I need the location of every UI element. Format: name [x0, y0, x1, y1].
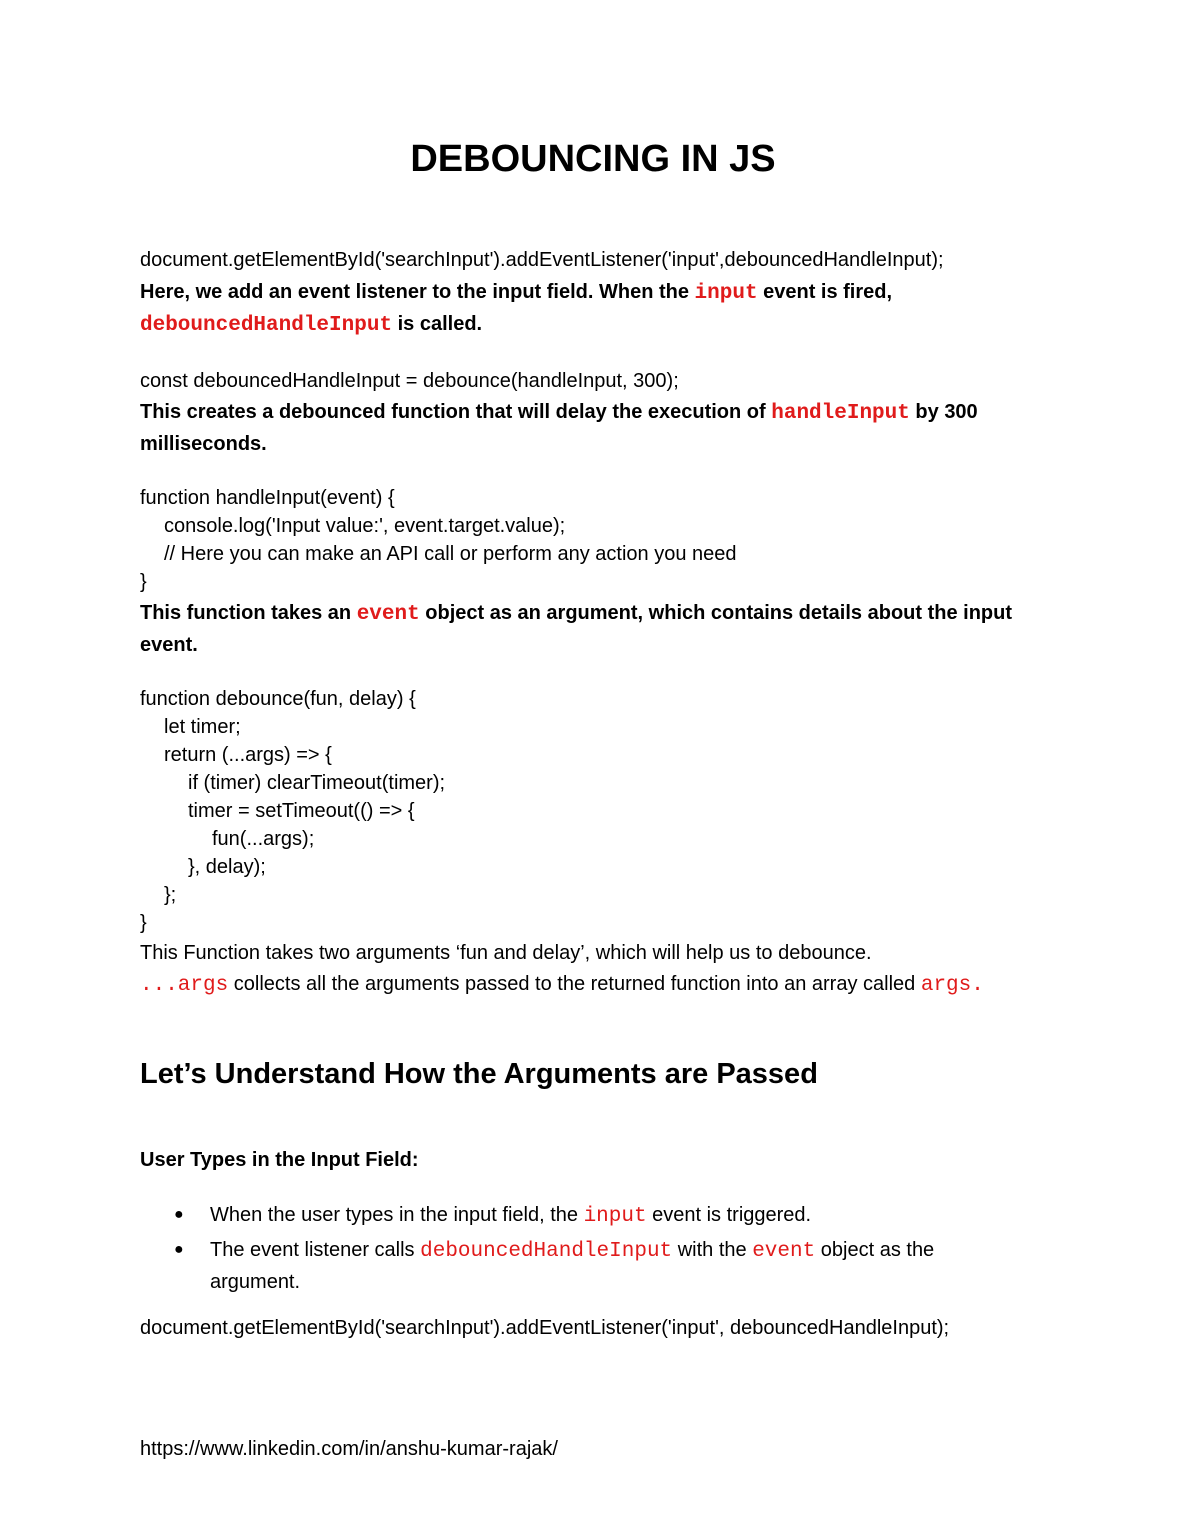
inline-code: debouncedHandleInput: [140, 314, 393, 337]
explanation-debounce-args: This Function takes two arguments ‘fun and delay’, which will help us to debounce.: [140, 942, 872, 964]
explanation-add-listener: [140, 277, 1040, 341]
list-item-text: with the: [672, 1239, 753, 1261]
explanation-text: .: [971, 974, 984, 997]
explanation-text: Here, we add an event listener to the input field. When the: [140, 281, 695, 303]
code-line: function handleInput(event) {: [140, 487, 395, 509]
page-title: DEBOUNCING IN JS: [410, 138, 776, 180]
code-line: return (...args) => {: [164, 744, 332, 766]
explanation-spread-args: [140, 970, 984, 1000]
list-item: [140, 1235, 1020, 1297]
inline-code: debouncedHandleInput: [420, 1240, 673, 1263]
explanation-text: by 300 milliseconds.: [140, 401, 978, 455]
code-line: }: [140, 571, 147, 593]
inline-code: ...args: [140, 974, 229, 997]
list-item-text: event is triggered.: [646, 1204, 812, 1226]
explanation-text: This creates a debounced function that will delay the execution of: [140, 401, 772, 423]
code-line-debounced-const: const debouncedHandleInput = debounce(handleInput, 300);: [140, 370, 679, 392]
section-heading: Let’s Understand How the Arguments are Passed: [140, 1058, 818, 1090]
inline-code: handleInput: [771, 402, 910, 425]
code-line: }, delay);: [188, 856, 266, 878]
code-line: let timer;: [164, 716, 241, 738]
code-line: timer = setTimeout(() => {: [188, 800, 415, 822]
bullet-icon: ●: [174, 1206, 184, 1223]
inline-code: input: [583, 1205, 647, 1228]
inline-code: event: [752, 1240, 816, 1263]
list-item-text: object as the argument.: [210, 1239, 935, 1293]
code-line: fun(...args);: [212, 828, 315, 850]
explanation-text: object as an argument, which contains details about the input event.: [140, 602, 1013, 656]
code-line-final: document.getElementById('searchInput').addEventListener('input', debouncedHandleInput);: [140, 1317, 950, 1339]
explanation-handle-input: [140, 598, 1040, 660]
code-line: function debounce(fun, delay) {: [140, 688, 416, 710]
list-item-text: When the user types in the input field, the: [210, 1204, 584, 1226]
code-line-add-listener: document.getElementById('searchInput').addEventListener('input',debouncedHandleInput);: [140, 249, 944, 271]
code-line: // Here you can make an API call or perform any action you need: [164, 543, 737, 565]
explanation-text: This function takes an: [140, 602, 357, 624]
code-line: console.log('Input value:', event.target.value);: [164, 515, 566, 537]
bullet-list: [140, 1200, 1020, 1300]
subsection-heading: User Types in the Input Field:: [140, 1149, 419, 1171]
bullet-icon: ●: [174, 1241, 184, 1258]
list-item: [140, 1200, 1020, 1232]
explanation-text: event is fired,: [757, 281, 893, 303]
explanation-text: is called.: [392, 313, 483, 335]
list-item-text: The event listener calls: [210, 1239, 421, 1261]
code-line: }: [140, 912, 147, 934]
inline-code: input: [694, 282, 758, 305]
explanation-text: collects all the arguments passed to the returned function into an array called: [228, 973, 921, 995]
code-line: if (timer) clearTimeout(timer);: [188, 772, 446, 794]
footer-link[interactable]: https://www.linkedin.com/in/anshu-kumar-rajak/: [140, 1438, 558, 1460]
inline-code: args: [920, 974, 972, 997]
code-line: };: [164, 884, 177, 906]
inline-code: event: [356, 603, 420, 626]
explanation-debounced-const: [140, 397, 1040, 459]
